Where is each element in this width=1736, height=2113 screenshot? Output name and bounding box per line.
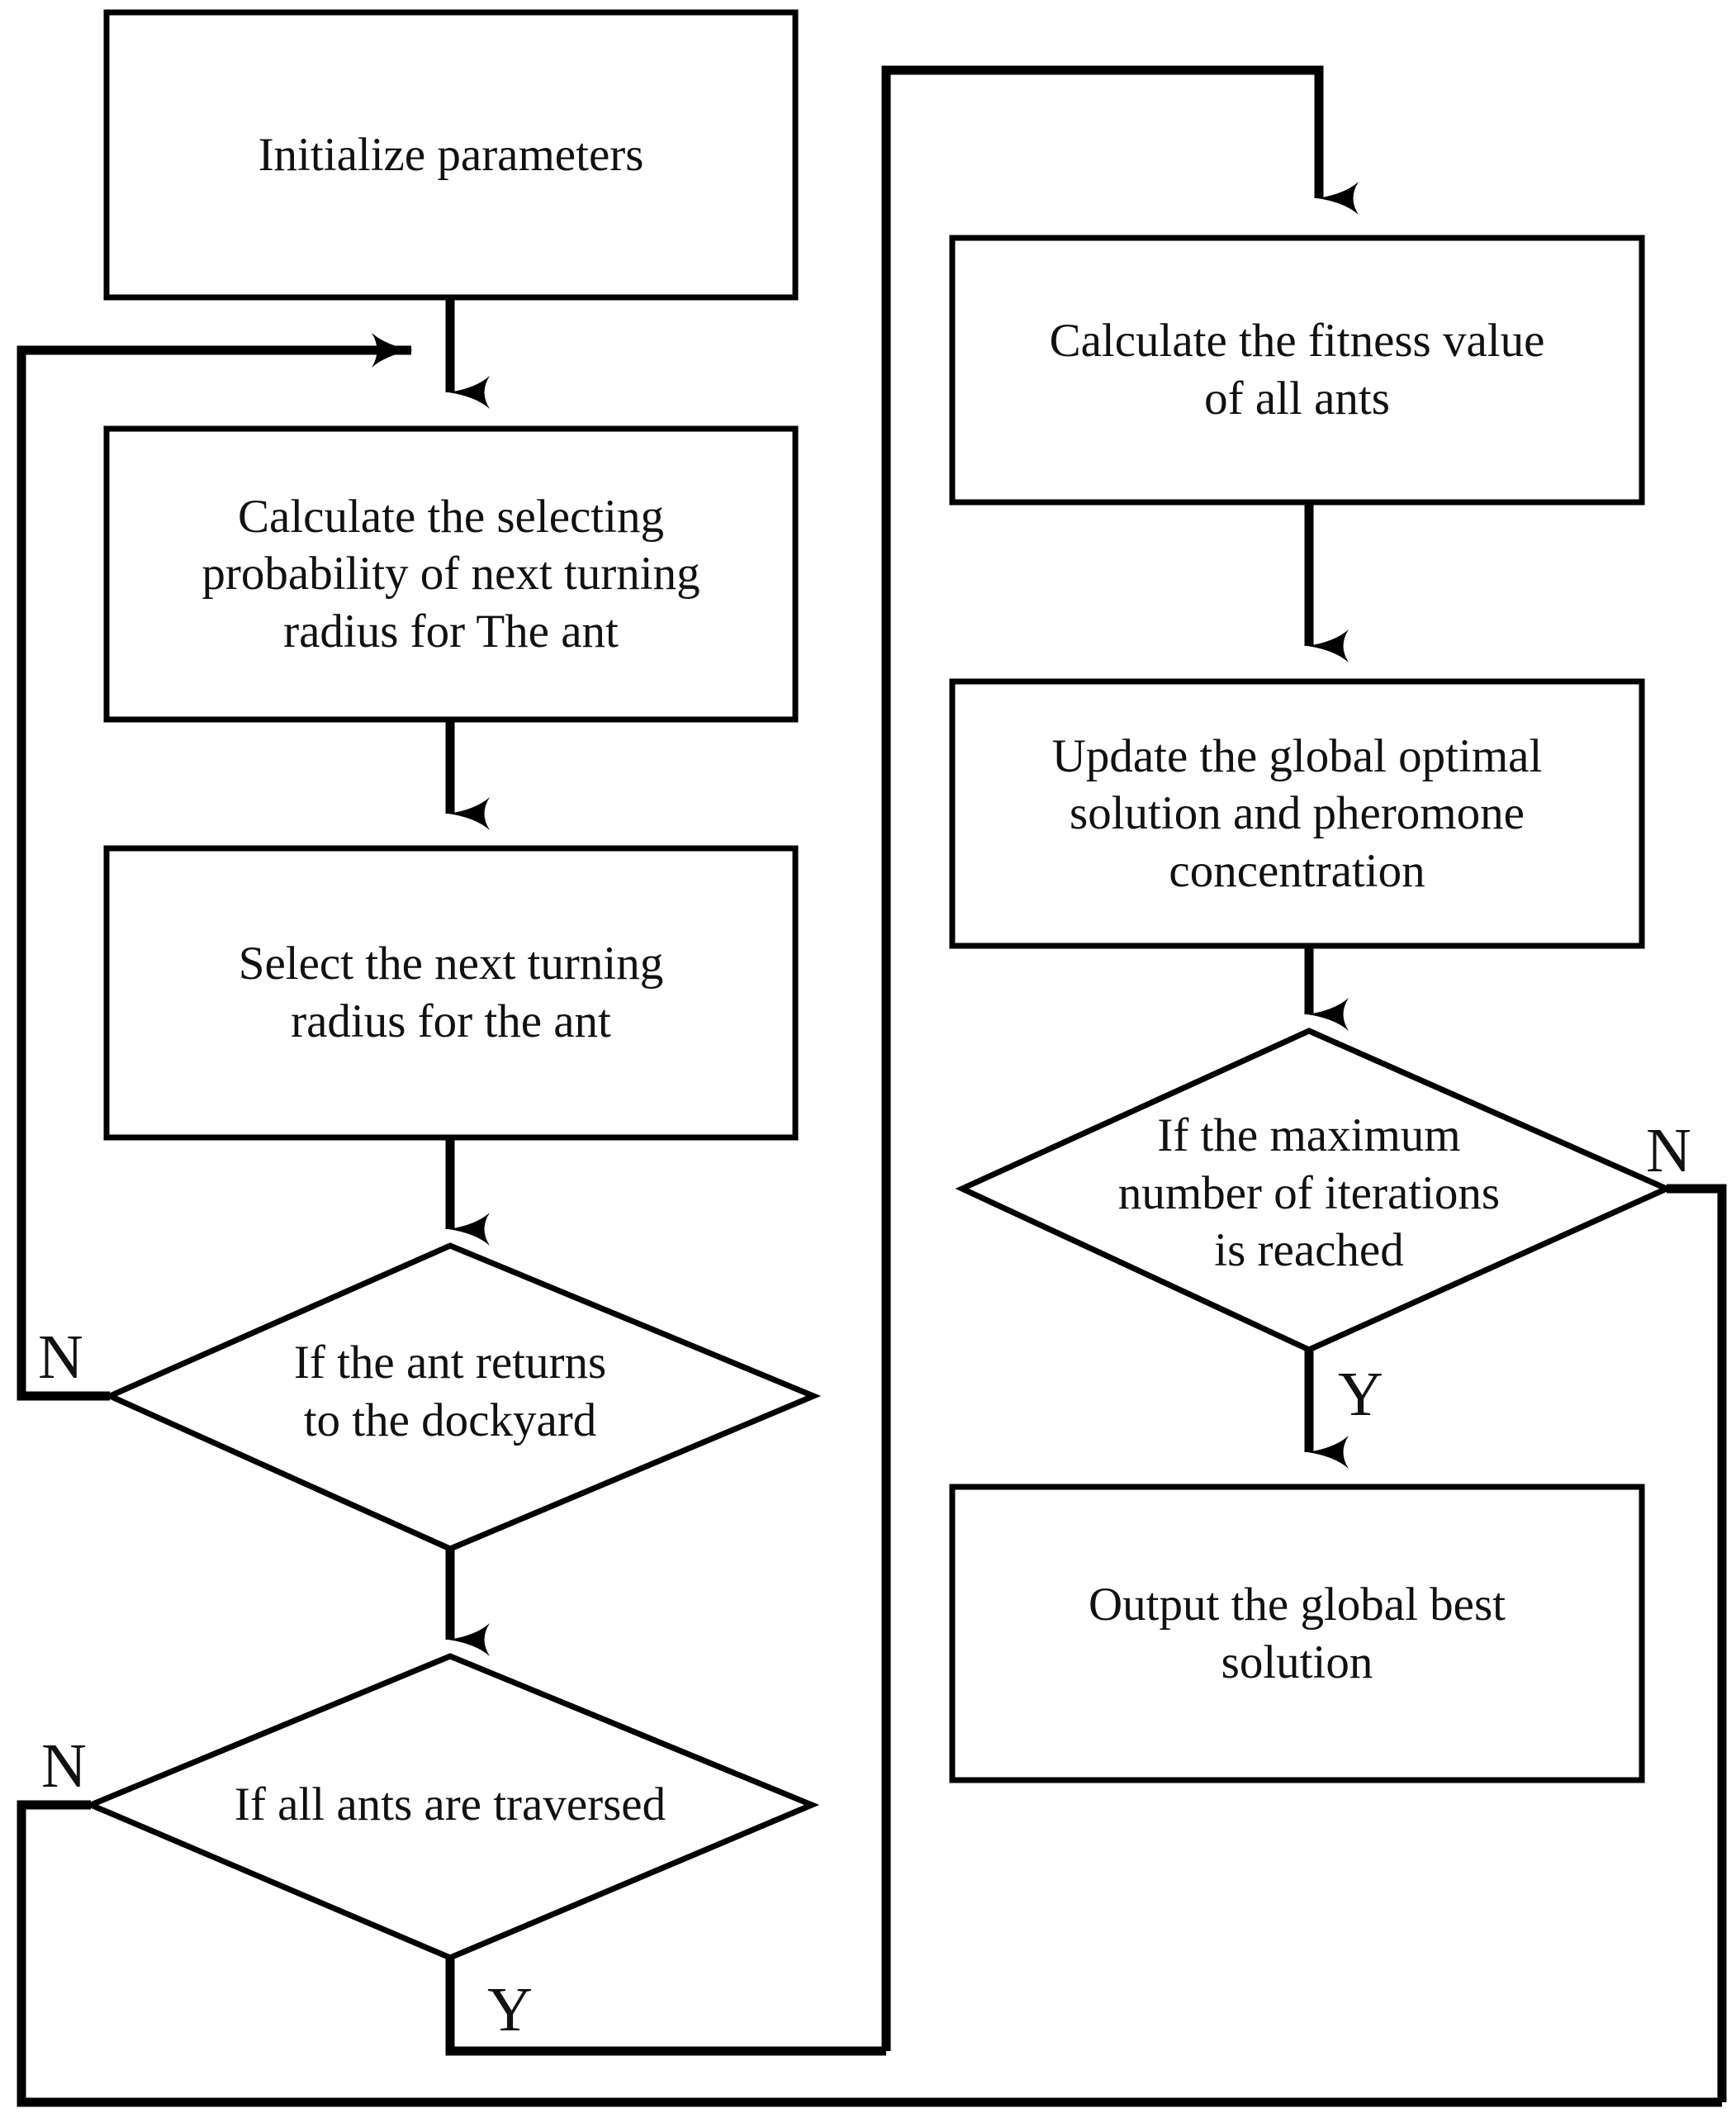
node-calc-probability-box [107, 429, 795, 719]
node-calc-fitness-label: Calculate the fitness value of all ants [1049, 315, 1545, 425]
node-output-best-label: Output the global best solution [1088, 1578, 1506, 1688]
node-calc-probability-label: Calculate the selecting probability of next turning radius for The ant [202, 490, 700, 658]
edge-max-iterations-no-loopback [1667, 1189, 1722, 2102]
branch-label-max-iterations-no: N [1646, 1116, 1691, 1185]
branch-label-all-ants-traversed-no: N [41, 1731, 87, 1801]
node-all-ants-traversed-diamond [91, 1656, 812, 1958]
node-initialize-label: Initialize parameters [258, 128, 644, 181]
node-select-radius-box [107, 848, 795, 1137]
branch-label-ant-returns-no: N [38, 1322, 83, 1392]
branch-label-all-ants-traversed-yes: Y [487, 1975, 533, 2044]
node-max-iterations-label: If the maximum number of iterations is reached [1117, 1109, 1501, 1277]
node-select-radius-label: Select the next turning radius for the ant [238, 938, 664, 1047]
node-max-iterations-diamond [962, 1031, 1667, 1350]
node-update-global-label: Update the global optimal solution and pheromone concentration [1051, 729, 1543, 897]
node-output-best-box [952, 1487, 1642, 1780]
branch-label-max-iterations-yes: Y [1338, 1360, 1383, 1429]
node-all-ants-traversed-label: If all ants are traversed [234, 1778, 666, 1831]
node-update-global-box [952, 681, 1642, 946]
node-calc-fitness-box [952, 238, 1642, 502]
node-ant-returns-diamond [110, 1246, 813, 1549]
node-ant-returns-label: If the ant returns to the dockyard [293, 1337, 607, 1446]
node-initialize-box [107, 12, 795, 297]
